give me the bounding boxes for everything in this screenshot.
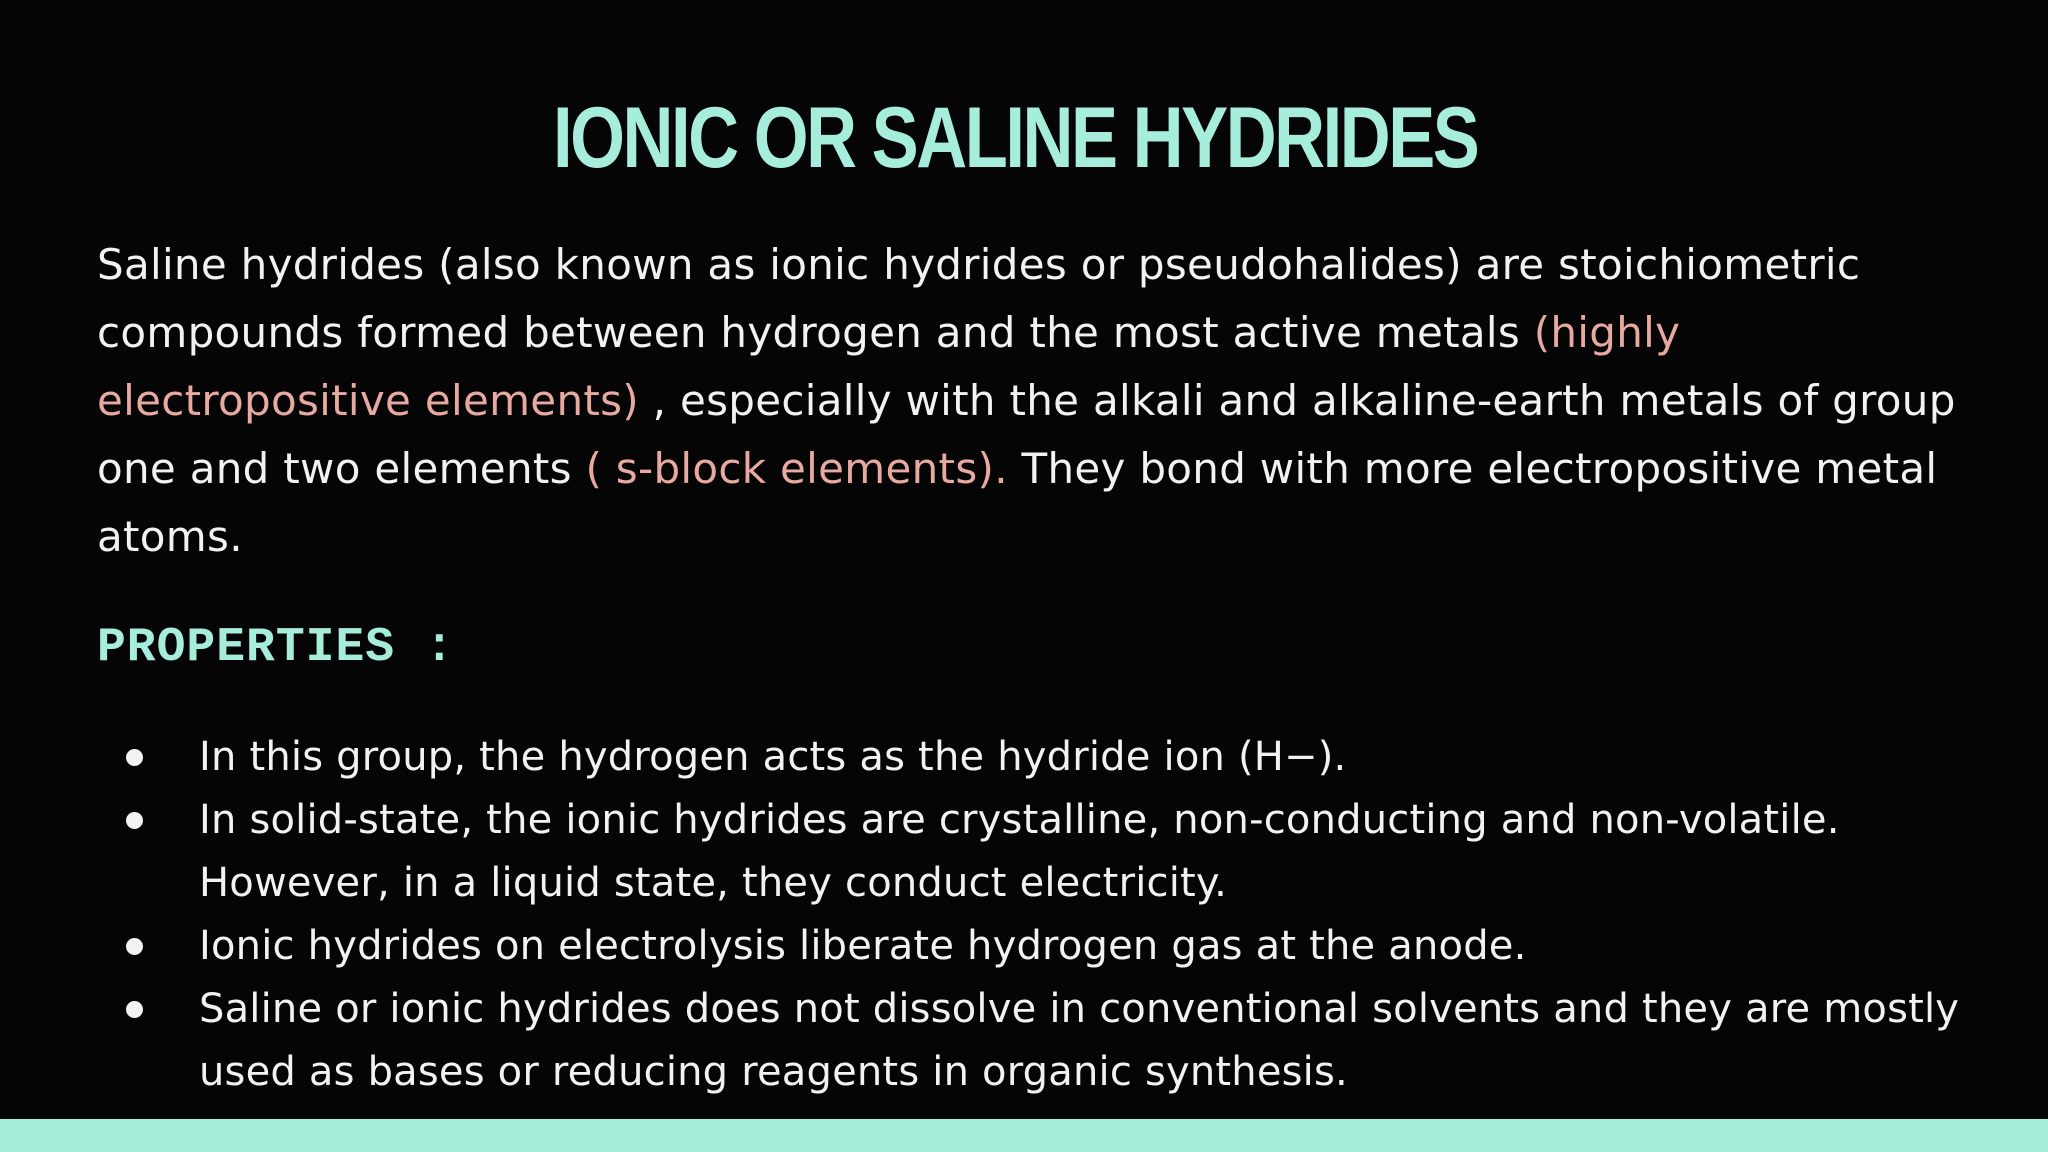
list-item-text: Saline or ionic hydrides does not dissolve in conventional solvents and they are mostly used as bases or reducing reagents in organic synthesis. [199, 986, 1960, 1095]
list-item [199, 726, 1979, 789]
intro-text-part3: They bond with more electropositive metal atoms. [97, 444, 1938, 561]
list-item [199, 978, 1979, 1104]
bullet-icon [126, 749, 143, 766]
list-item-text: In solid-state, the ionic hydrides are crystalline, non-conducting and non-volatile. However, in a liquid state, they conduct electricity. [199, 797, 1840, 906]
bullet-icon [126, 812, 143, 829]
bottom-accent-bar [0, 1119, 2048, 1152]
intro-text-part2: , especially with the alkali and alkaline-earth metals of group one and two elements [97, 376, 1956, 493]
intro-highlight-s-block: ( s-block elements). [585, 444, 1008, 493]
list-item-text: Ionic hydrides on electrolysis liberate hydrogen gas at the anode. [199, 923, 1527, 969]
list-item [199, 915, 1979, 978]
bullet-icon [126, 1001, 143, 1018]
slide-title: IONIC OR SALINE HYDRIDES [552, 90, 1478, 186]
properties-heading: PROPERTIES : [97, 621, 455, 675]
properties-list [199, 726, 1979, 1104]
list-item-text: In this group, the hydrogen acts as the hydride ion (H−). [199, 734, 1347, 780]
bullet-icon [126, 938, 143, 955]
intro-paragraph [97, 231, 1997, 571]
list-item [199, 789, 1979, 915]
intro-highlight-electropositive: (highly electropositive elements) [97, 308, 1681, 425]
intro-text-part1: Saline hydrides (also known as ionic hydrides or pseudohalides) are stoichiometric compounds formed between hydrogen and the most active metals [97, 240, 1861, 357]
